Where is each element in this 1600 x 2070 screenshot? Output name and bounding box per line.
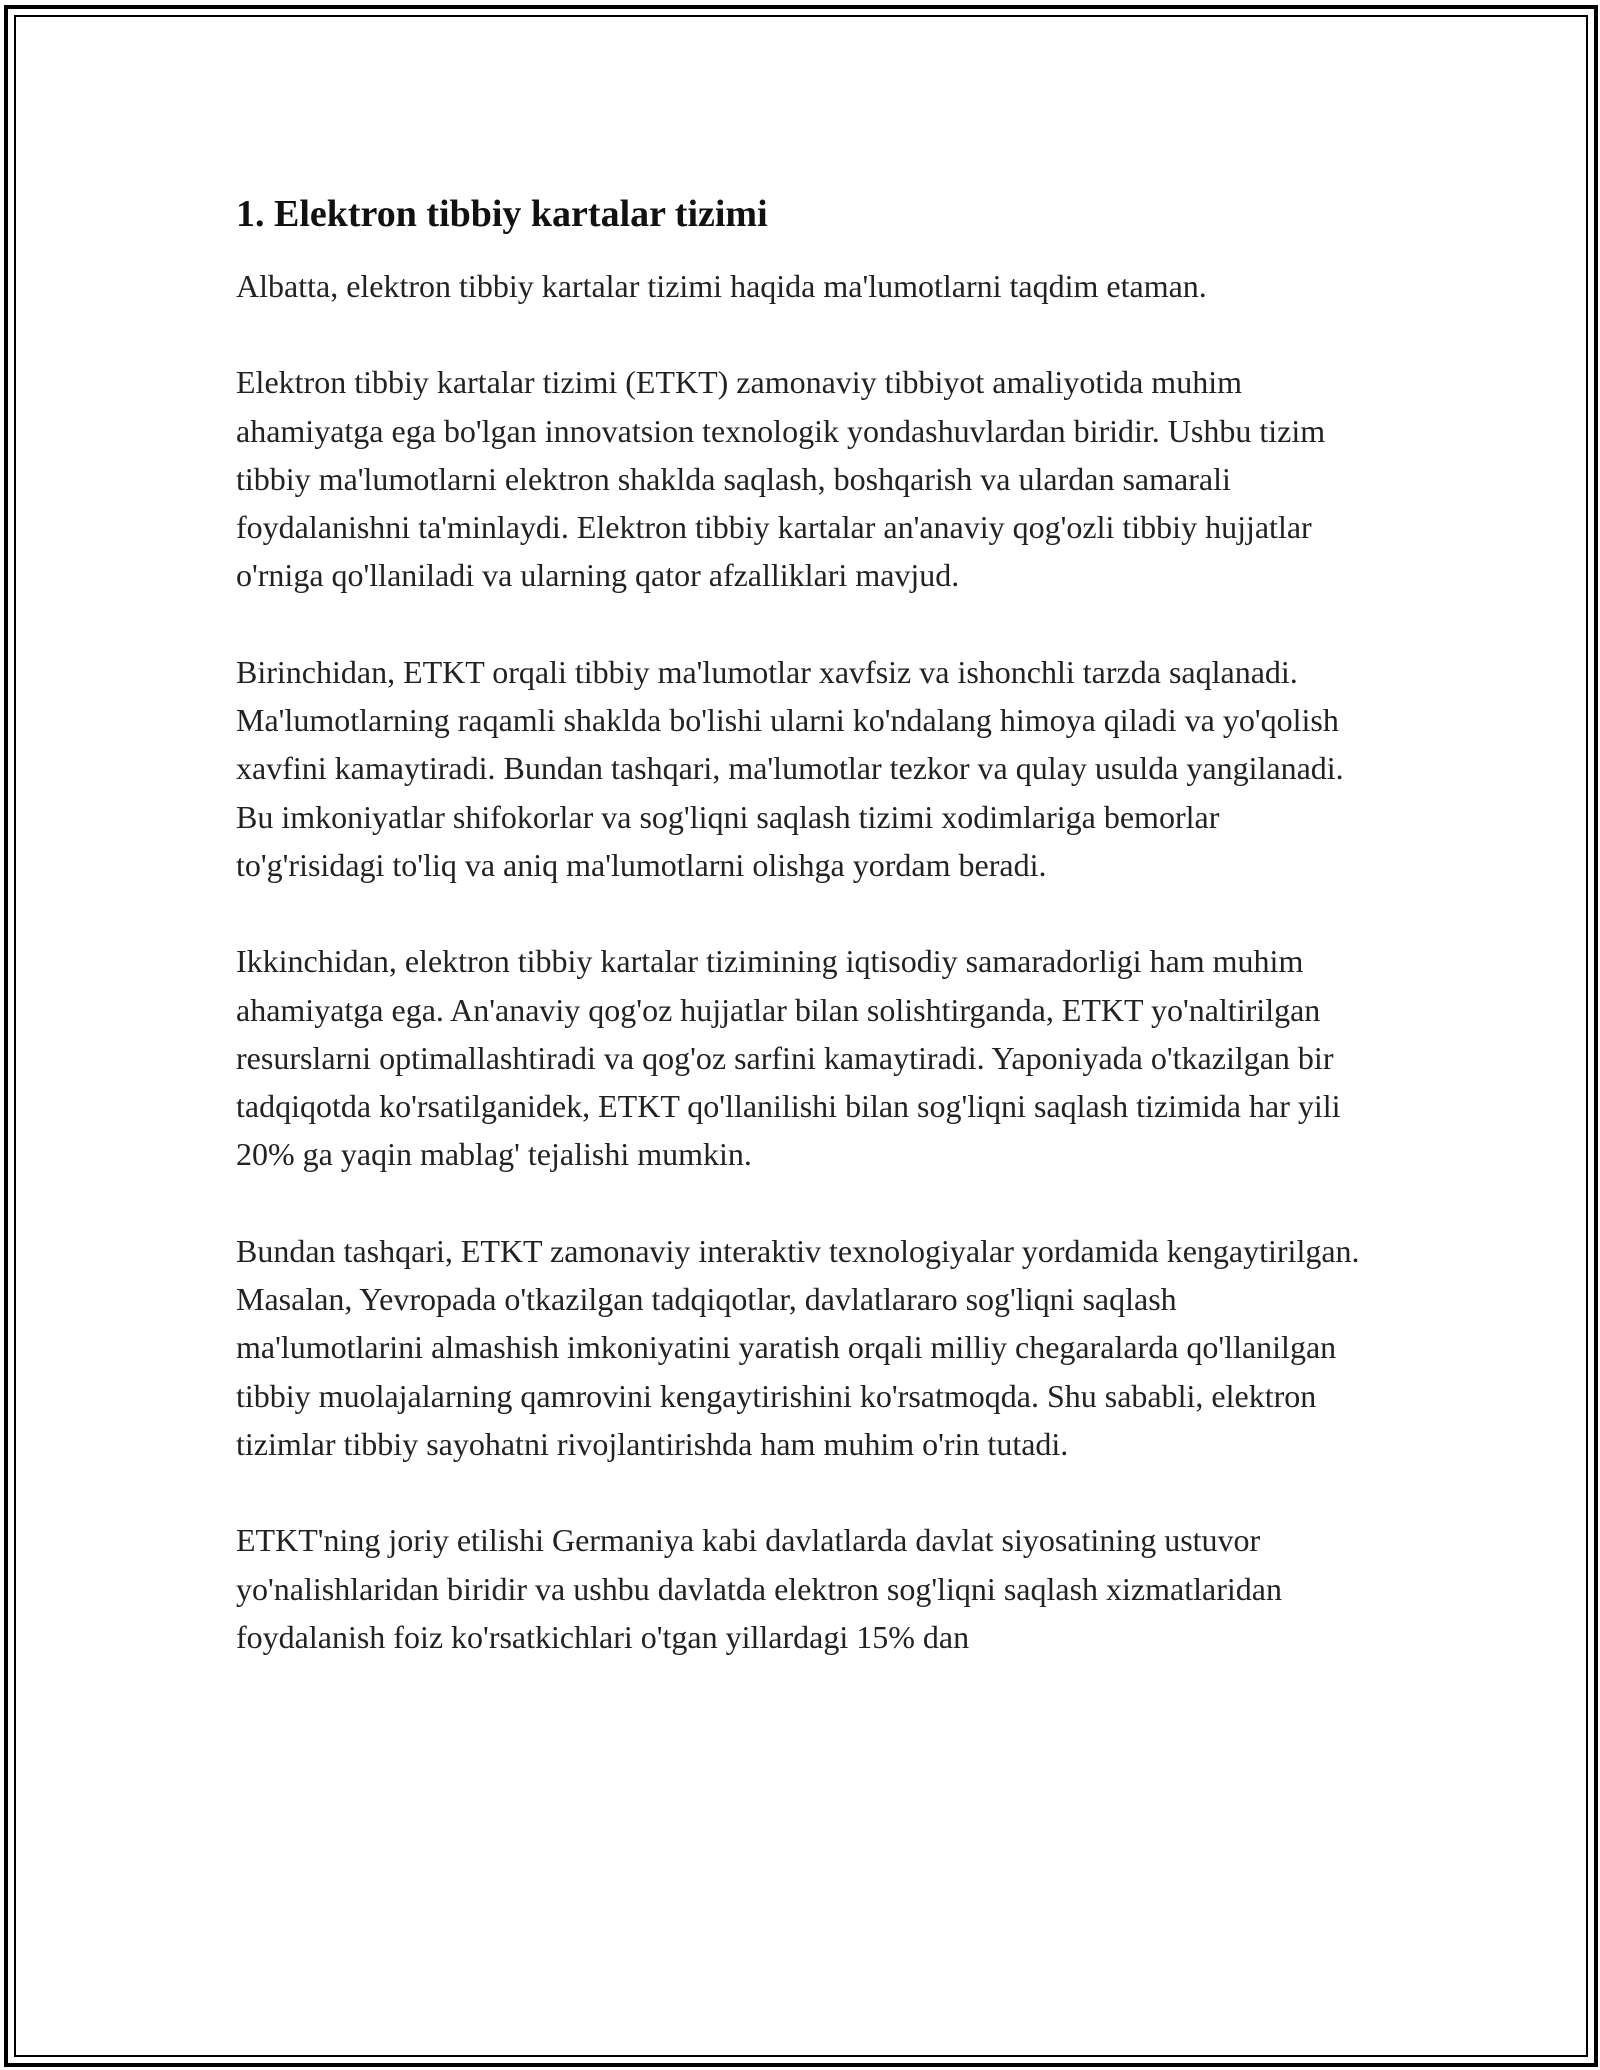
paragraph-definition: Elektron tibbiy kartalar tizimi (ETKT) zamonaviy tibbiyot amaliyotida muhim ahamiyatga ega bo'lgan innovatsion texnologik yondashuvlardan biridir. Ushbu tizim tibbiy ma'lumotlarni elektron shaklda saqlash, boshqarish va ulardan samarali foydalanishni ta'minlaydi. Elektron tibbiy kartalar an'anaviy qog'ozli tibbiy hujjatlar o'rniga qo'llaniladi va ularning qator afzalliklari mavjud. [236,364,1326,594]
section-heading: 1. Elektron tibbiy kartalar tizimi [236,193,768,235]
paragraph-second-point: Ikkinchidan, elektron tibbiy kartalar tizimining iqtisodiy samaradorligi ham muhim ahamiyatga ega. An'anaviy qog'oz hujjatlar bilan solishtirganda, ETKT yo'naltirilgan resurslarni optimallashtiradi va qog'oz sarfini kamaytiradi. Yaponiyada o'tkazilgan bir tadqiqotda ko'rsatilganidek, ETKT qo'llanilishi bilan sog'liqni saqlash tizimida har yili 20% ga yaqin mablag' tejalishi mumkin. [236,943,1341,1173]
paragraph-intro: Albatta, elektron tibbiy kartalar tizimi haqida ma'lumotlarni taqdim etaman. [236,268,1207,304]
document-body [236,186,1366,1709]
paragraph-first-point: Birinchidan, ETKT orqali tibbiy ma'lumotlar xavfsiz va ishonchli tarzda saqlanadi. Ma'lumotlarning raqamli shaklda bo'lishi ularni ko'ndalang himoya qiladi va yo'qolish xavfini kamaytiradi. Bundan tashqari, ma'lumotlar tezkor va qulay usulda yangilanadi. Bu imkoniyatlar shifokorlar va sog'liqni saqlash tizimi xodimlariga bemorlar to'g'risidagi to'liq va aniq ma'lumotlarni olishga yordam beradi. [236,653,1344,883]
paragraph-germany: ETKT'ning joriy etilishi Germaniya kabi davlatlarda davlat siyosatining ustuvor yo'nalishlaridan biridir va ushbu davlatda elektron sog'liqni saqlash xizmatlaridan foydalanish foiz ko'rsatkichlari o'tgan yillardagi 15% dan [236,1522,1282,1655]
paragraph-interactive-tech: Bundan tashqari, ETKT zamonaviy interaktiv texnologiyalar yordamida kengaytirilgan. Masalan, Yevropada o'tkazilgan tadqiqotlar, davlatlararo sog'liqni saqlash ma'lumotlarini almashish imkoniyatini yaratish orqali milliy chegaralarda qo'llanilgan tibbiy muolajalarning qamrovini kengaytirishini ko'rsatmoqda. Shu sababli, elektron tizimlar tibbiy sayohatni rivojlantirishda ham muhim o'rin tutadi. [236,1232,1360,1462]
